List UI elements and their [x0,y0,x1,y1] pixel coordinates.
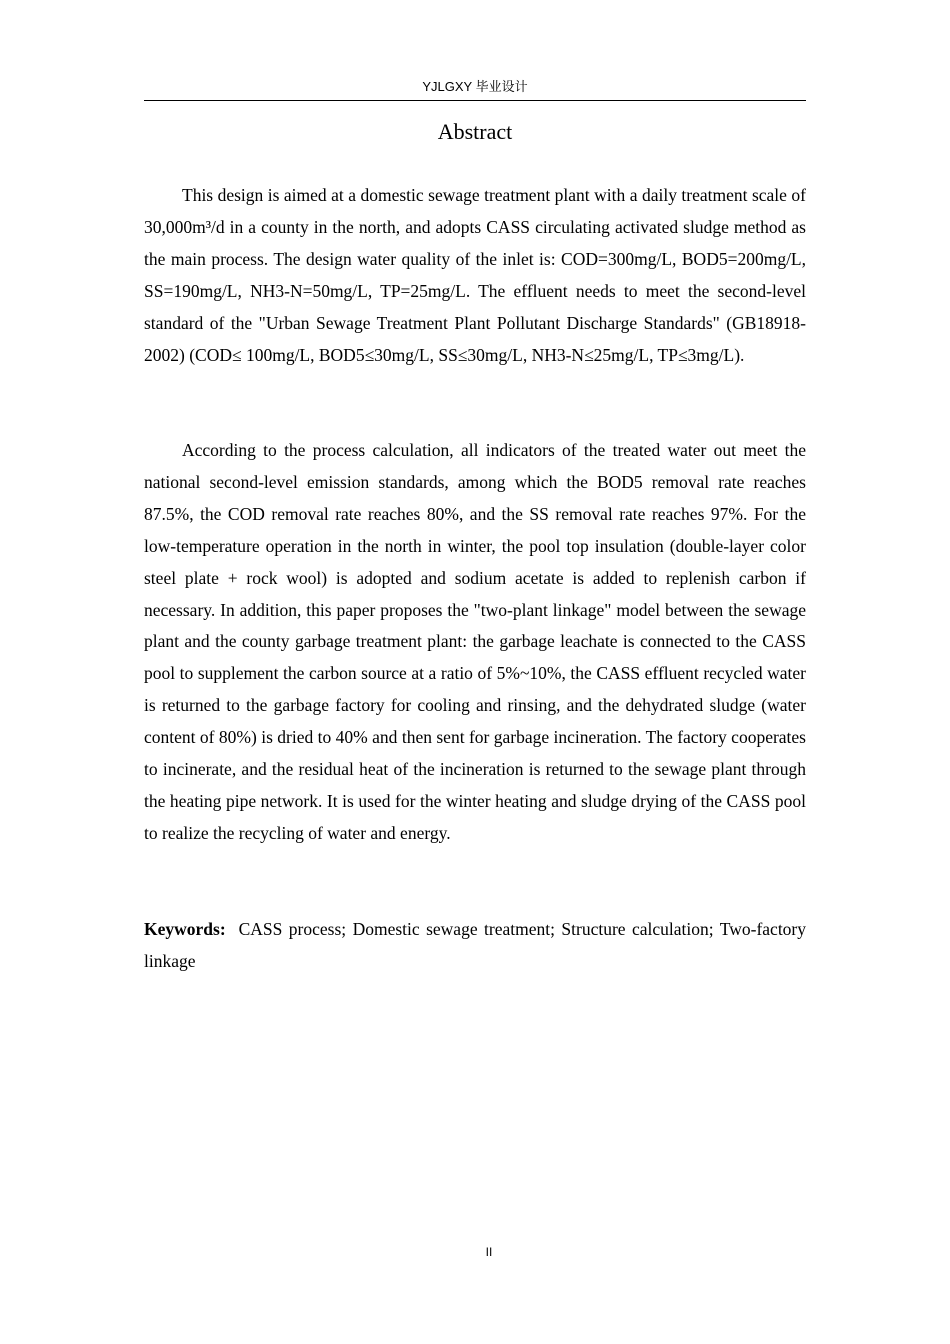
abstract-title: Abstract [437,119,513,144]
header-divider [144,100,806,101]
keywords-text: CASS process; Domestic sewage treatment; Structure calculation; Two-factory linkage [144,919,807,971]
page-number: II [485,1245,493,1259]
abstract-paragraph-1: This design is aimed at a domestic sewage treatment plant with a daily treatment scale of 30,000m³/d in a county in the north, and adopts CASS circulating activated sludge method as the main process. The design water quality of the inlet is: COD=300mg/L, BOD5=200mg/L, SS=190mg/L, NH3-N=50mg/L, TP=25mg/L. The effluent needs to meet the second-level standard of the "Urban Sewage Treatment Plant Pollutant Discharge Standards" (GB18918-2002) (COD≤ 100mg/L, BOD5≤30mg/L, SS≤30mg/L, NH3-N≤25mg/L, TP≤3mg/L). [144,185,806,365]
page-header: YJLGXY 毕业设计 [422,79,528,94]
abstract-paragraph-2: According to the process calculation, all indicators of the treated water out meet the national second-level emission standards, among which the BOD5 removal rate reaches 87.5%, the COD removal rate reaches 80%, and the SS removal rate reaches 97%. For the low-temperature operation in the north in winter, the pool top insulation (double-layer color steel plate + rock wool) is adopted and sodium acetate is added to replenish carbon if necessary. In addition, this paper proposes the "two-plant linkage" model between the sewage plant and the county garbage treatment plant: the garbage leachate is connected to the CASS pool to supplement the carbon source at a ratio of 5%~10%, the CASS effluent recycled water is returned to the garbage factory for cooling and rinsing, and the dehydrated sludge (water content of 80%) is dried to 40% and then sent for garbage incineration. The factory cooperates to incinerate, and the residual heat of the incineration is returned to the sewage plant through the heating pipe network. It is used for the winter heating and sludge drying of the CASS pool to realize the recycling of water and energy. [144,440,806,843]
keywords-line [144,914,806,978]
keywords-label: Keywords: [144,919,226,939]
